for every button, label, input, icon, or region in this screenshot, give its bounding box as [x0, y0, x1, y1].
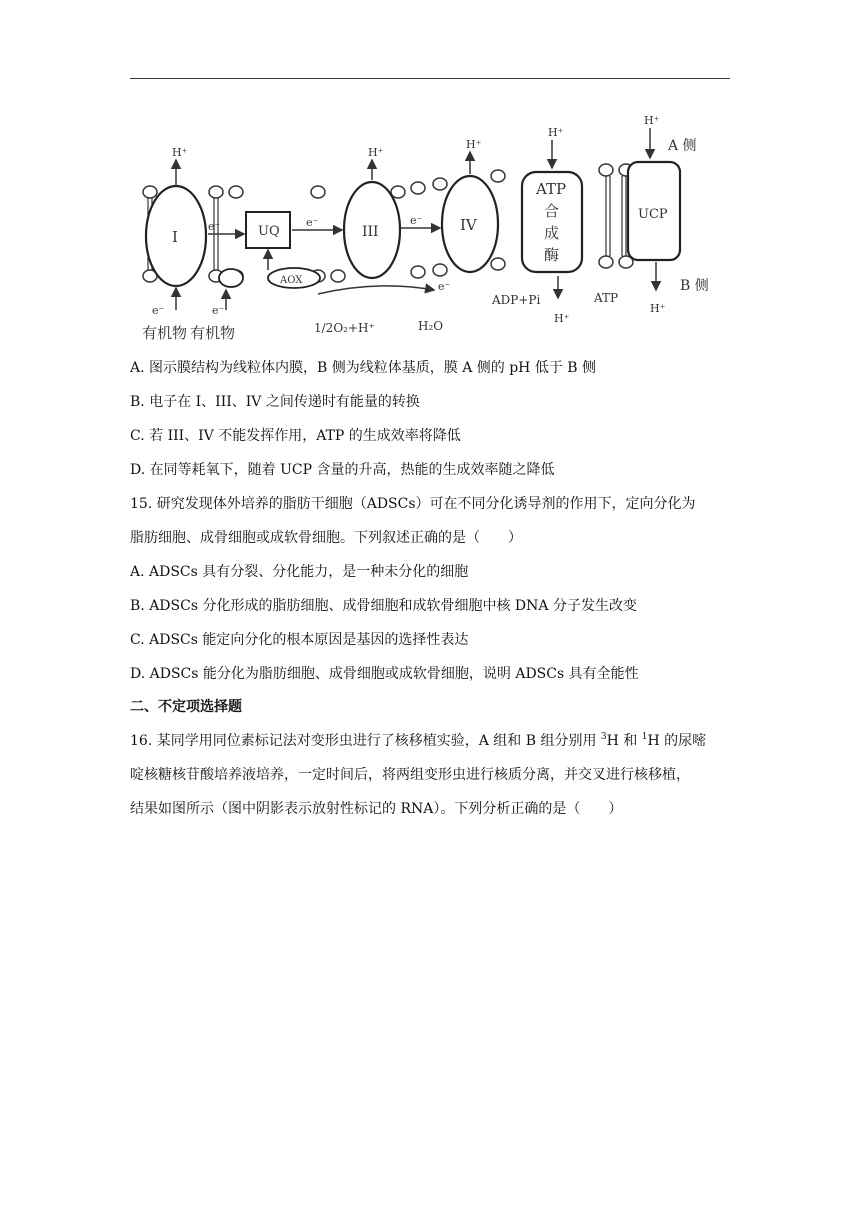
q16-stem-line2: 啶核糖核苷酸培养液培养，一定时间后，将两组变形虫进行核质分离，并交叉进行核移植， [130, 767, 690, 783]
q14-option-a: A. 图示膜结构为线粒体内膜，B 侧为线粒体基质，膜 A 侧的 pH 低于 B 侧 [130, 360, 597, 376]
side-b-label: B 侧 [680, 278, 709, 294]
e-label-1: e⁻ [208, 220, 221, 233]
complex-4-label: IV [460, 216, 477, 234]
section-heading: 二、不定项选择题 [130, 699, 242, 715]
water-label: H₂O [418, 319, 444, 333]
e-label-3: e⁻ [410, 214, 423, 227]
h-plus-label-2: H⁺ [368, 146, 384, 159]
h-plus-label-5: H⁺ [644, 114, 660, 127]
h-plus-label-3: H⁺ [466, 138, 482, 151]
uq-label: UQ [258, 224, 280, 239]
q15-option-b: B. ADSCs 分化形成的脂肪细胞、成骨细胞和成软骨细胞中核 DNA 分子发生改变 [130, 598, 637, 614]
q15-stem-line1: 15. 研究发现体外培养的脂肪干细胞（ADSCs）可在不同分化诱导剂的作用下，定向分化为 [130, 496, 696, 512]
organic-label-2: 有机物 [190, 324, 236, 342]
membrane-diagram [128, 100, 728, 348]
organic-label-1: 有机物 [142, 324, 188, 342]
complex-1-label: I [172, 228, 178, 246]
q15-option-d: D. ADSCs 能分化为脂肪细胞、成骨细胞或成软骨细胞，说明 ADSCs 具有全能性 [130, 666, 639, 682]
complex-2-shape [219, 269, 243, 287]
h-plus-label-7: H⁺ [650, 302, 666, 315]
atp-synthase-label: ATP 合 成 酶 [536, 180, 567, 264]
ucp-label: UCP [638, 207, 668, 222]
complex-3-label: III [362, 224, 379, 240]
q16-stem-line3: 结果如图所示（图中阴影表示放射性标记的 RNA）。下列分析正确的是（ ） [130, 801, 623, 817]
e-label-2: e⁻ [306, 216, 319, 229]
q14-option-c: C. 若 III、IV 不能发挥作用，ATP 的生成效率将降低 [130, 428, 461, 444]
h-plus-label-6: H⁺ [554, 312, 570, 325]
side-a-label: A 侧 [668, 138, 697, 154]
q15-option-c: C. ADSCs 能定向分化的根本原因是基因的选择性表达 [130, 632, 469, 648]
aox-label: AOX [280, 275, 303, 286]
h-plus-label-1: H⁺ [172, 146, 188, 159]
q14-option-b: B. 电子在 I、III、IV 之间传递时有能量的转换 [130, 394, 420, 410]
oxygen-label: 1/2O₂+H⁺ [314, 321, 375, 335]
e-label-6: e⁻ [212, 304, 225, 317]
h-plus-label-4: H⁺ [548, 126, 564, 139]
q14-option-d: D. 在同等耗氧下，随着 UCP 含量的升高，热能的生成效率随之降低 [130, 462, 555, 478]
e-label-4: e⁻ [438, 280, 451, 293]
atp-label: ATP [594, 291, 619, 305]
e-label-5: e⁻ [152, 304, 165, 317]
q15-stem-line2: 脂肪细胞、成骨细胞或成软骨细胞。下列叙述正确的是（ ） [130, 530, 522, 546]
q16-stem-line1: 16. 某同学用同位素标记法对变形虫进行了核移植实验，A 组和 B 组分别用 $^3$H 和 $^1$H 的尿嘧 [130, 732, 707, 749]
adp-pi-label: ADP+Pi [492, 293, 541, 307]
q15-option-a: A. ADSCs 具有分裂、分化能力，是一种未分化的细胞 [130, 564, 469, 580]
header-rule [130, 78, 730, 79]
